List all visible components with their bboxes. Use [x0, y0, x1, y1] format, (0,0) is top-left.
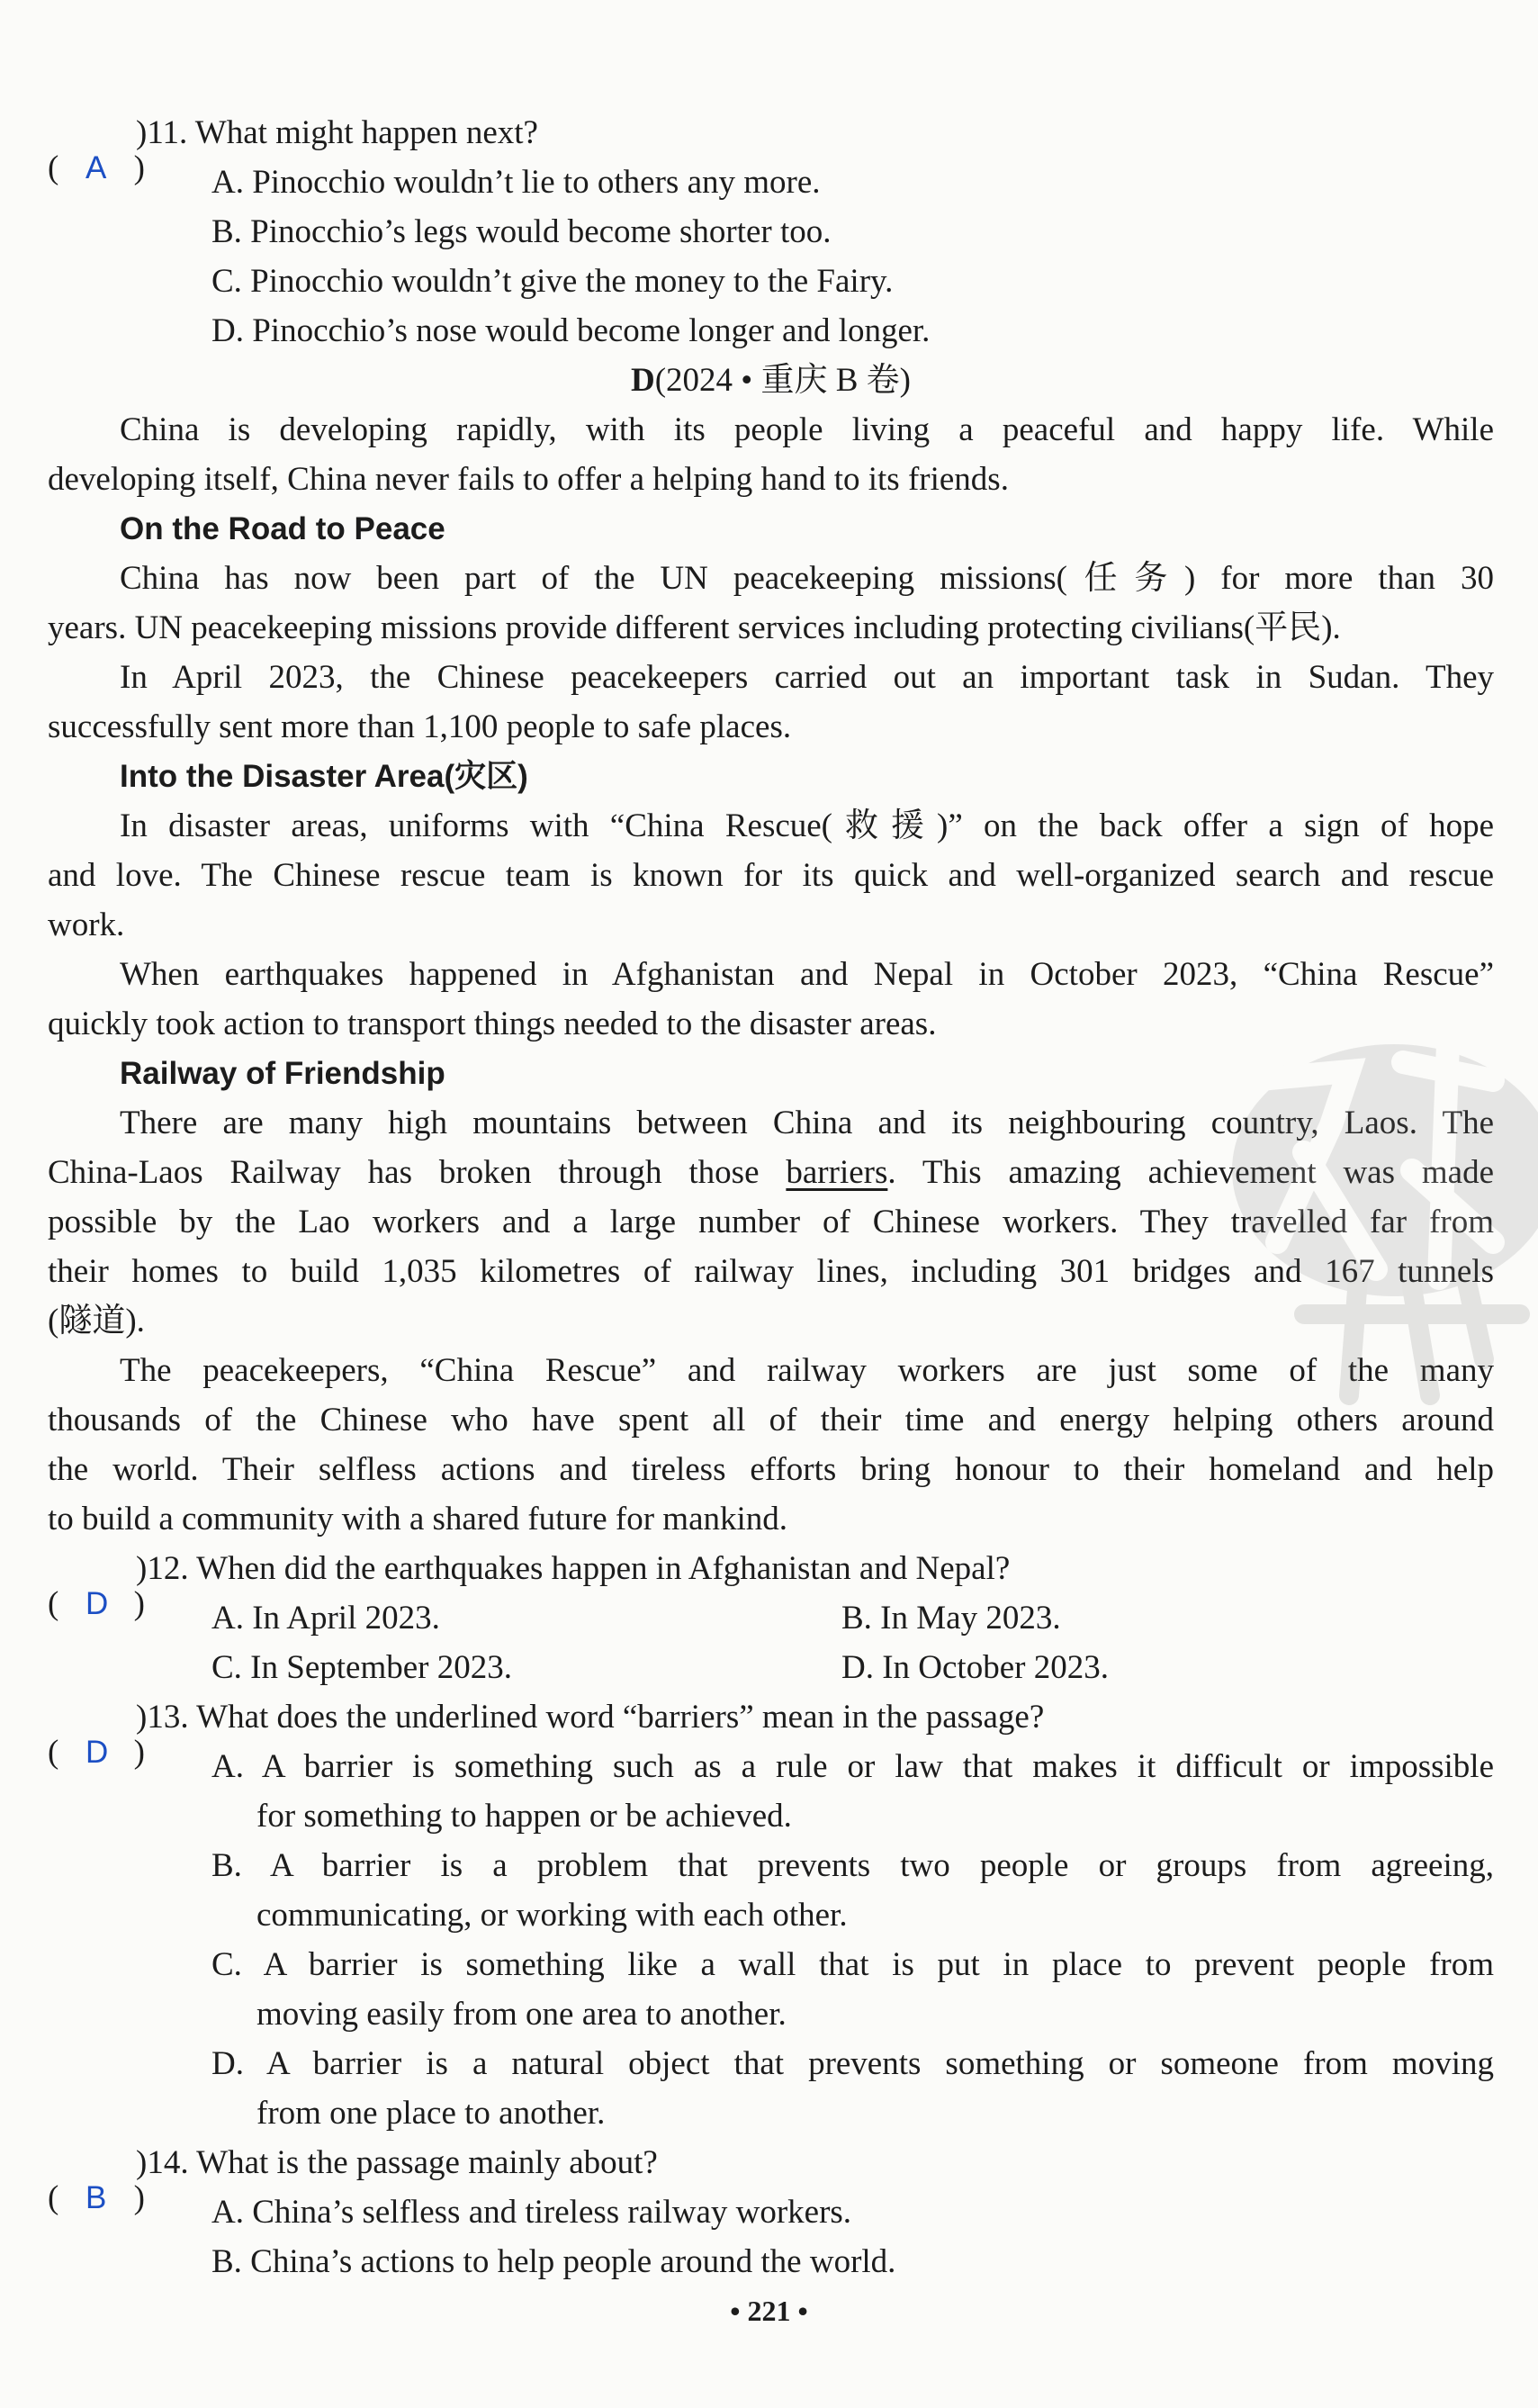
paragraph-line: China is developing rapidly, with its people living a peaceful and happy life. While — [120, 411, 1494, 448]
paragraph-line: the world. Their selfless actions and tireless efforts bring honour to their homeland and help — [48, 1451, 1494, 1488]
option: A. Pinocchio wouldn’t lie to others any more. — [211, 164, 821, 201]
paragraph-line: possible by the Lao workers and a large number of Chinese workers. They travelled far from — [48, 1204, 1494, 1240]
section-letter: D — [630, 362, 655, 399]
option: B. Pinocchio’s legs would become shorter too. — [211, 213, 832, 250]
option: D. Pinocchio’s nose would become longer and longer. — [211, 312, 931, 349]
option: D. A barrier is a natural object that prevents something or someone from moving — [211, 2045, 1494, 2082]
question-11: ( A )11. What might happen next? — [48, 108, 1494, 158]
page-number: • 221 • — [730, 2295, 808, 2327]
paragraph-line: In April 2023, the Chinese peacekeepers carried out an important task in Sudan. They — [120, 659, 1494, 696]
option: C. A barrier is something like a wall that is put in place to prevent people from — [211, 1946, 1494, 1983]
option-continuation: communicating, or working with each other. — [256, 1897, 848, 1934]
option-continuation: from one place to another. — [256, 2095, 606, 2132]
option: C. Pinocchio wouldn’t give the money to the Fairy. — [211, 263, 894, 300]
question-13: ( D )13. What does the underlined word “barriers” mean in the passage? — [48, 1692, 1494, 1742]
subheading: Railway of Friendship — [120, 1056, 445, 1091]
worksheet-page — [48, 108, 1494, 2286]
option: B. A barrier is a problem that prevents two people or groups from agreeing, — [211, 1847, 1494, 1884]
paragraph-line: quickly took action to transport things needed to the disaster areas. — [48, 1006, 937, 1042]
option: B. China’s actions to help people around the world. — [211, 2243, 896, 2280]
paragraph-line: The peacekeepers, “China Rescue” and railway workers are just some of the many — [120, 1352, 1494, 1389]
question-text: )13. What does the underlined word “barriers” mean in the passage? — [136, 1699, 1045, 1736]
underlined-word: barriers — [786, 1154, 888, 1191]
option-continuation: for something to happen or be achieved. — [256, 1798, 792, 1835]
question-text: )14. What is the passage mainly about? — [136, 2144, 658, 2181]
question-14: ( B )14. What is the passage mainly about? — [48, 2138, 1494, 2187]
paragraph-line: successfully sent more than 1,100 people to safe places. — [48, 708, 792, 745]
paragraph-line: When earthquakes happened in Afghanistan and Nepal in October 2023, “China Rescue” — [120, 956, 1494, 993]
question-text: )12. When did the earthquakes happen in Afghanistan and Nepal? — [136, 1550, 1011, 1587]
question-12: ( D )12. When did the earthquakes happen in Afghanistan and Nepal? — [48, 1544, 1494, 1593]
subheading: Into the Disaster Area(灾区) — [120, 759, 528, 794]
answer-mark: D — [85, 1735, 109, 1770]
answer-mark: D — [85, 1586, 109, 1621]
subheading: On the Road to Peace — [120, 511, 445, 546]
option-row — [48, 1593, 1494, 1643]
paragraph-line: to build a community with a shared future for mankind. — [48, 1501, 788, 1538]
paragraph-line: developing itself, China never fails to offer a helping hand to its friends. — [48, 461, 1009, 498]
option-continuation: moving easily from one area to another. — [256, 1996, 787, 2033]
answer-mark: B — [85, 2180, 107, 2215]
option: B. In May 2023. — [841, 1600, 1061, 1637]
option: A. China’s selfless and tireless railway workers. — [211, 2194, 852, 2231]
option: C. In September 2023. — [211, 1649, 512, 1686]
paragraph-line: (隧道). — [48, 1303, 145, 1339]
paragraph-line: and love. The Chinese rescue team is known for its quick and well-organized search and rescue — [48, 857, 1494, 894]
option: A. A barrier is something such as a rule or law that makes it difficult or impossible — [211, 1748, 1494, 1785]
option: D. In October 2023. — [841, 1649, 1109, 1686]
section-source: (2024 • 重庆 B 卷) — [654, 362, 911, 399]
paragraph-line: thousands of the Chinese who have spent all of their time and energy helping others around — [48, 1402, 1494, 1438]
paragraph-line: work. — [48, 906, 125, 943]
paragraph-line: In disaster areas, uniforms with “China Rescue(救援)” on the back offer a sign of hope — [120, 807, 1494, 844]
answer-mark: A — [85, 150, 107, 185]
paragraph-line: China has now been part of the UN peacekeeping missions(任务) for more than 30 — [120, 560, 1494, 597]
option: A. In April 2023. — [211, 1600, 440, 1637]
paragraph-line: years. UN peacekeeping missions provide different services including protecting civilians(平民). — [48, 609, 1341, 646]
section-title — [48, 356, 1494, 405]
paragraph-line: their homes to build 1,035 kilometres of railway lines, including 301 bridges and 167 tunnels — [48, 1253, 1494, 1290]
paragraph-line: There are many high mountains between China and its neighbouring country, Laos. The — [120, 1105, 1494, 1141]
paragraph-line: China-Laos Railway has broken through those barriers. This amazing achievement was made — [48, 1154, 1494, 1191]
question-text: )11. What might happen next? — [136, 114, 538, 151]
option-row — [48, 1643, 1494, 1692]
